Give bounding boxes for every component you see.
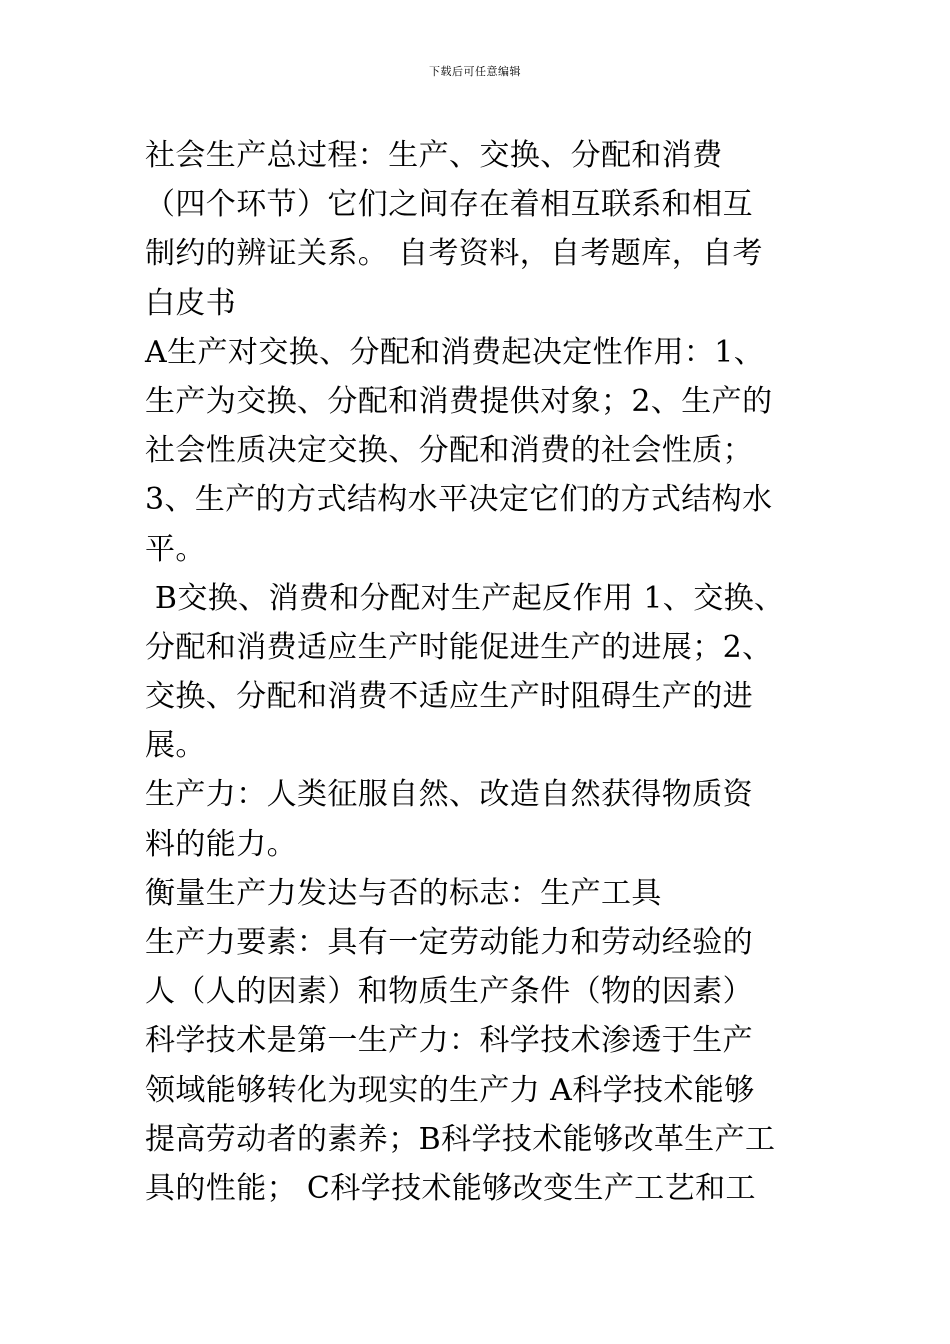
text-line: A生产对交换、分配和消费起决定性作用：1、 bbox=[145, 334, 765, 370]
text-line: B交换、消费和分配对生产起反作用 1、交换、 bbox=[145, 580, 785, 616]
text-line: 衡量生产力发达与否的标志：生产工具 bbox=[145, 875, 662, 911]
text-line: 交换、分配和消费不适应生产时阻碍生产的进 bbox=[145, 679, 753, 715]
text-line: 领域能够转化为现实的生产力 A科学技术能够 bbox=[145, 1072, 755, 1108]
text-line: 生产为交换、分配和消费提供对象；2、生产的 bbox=[145, 383, 773, 419]
text-line: 人（人的因素）和物质生产条件（物的因素） bbox=[145, 974, 753, 1010]
text-line: （四个环节）它们之间存在着相互联系和相互 bbox=[145, 187, 753, 223]
text-line: 分配和消费适应生产时能促进生产的进展；2、 bbox=[145, 629, 773, 665]
text-line: 生产力要素：具有一定劳动能力和劳动经验的 bbox=[145, 925, 753, 960]
text-line: 3、生产的方式结构水平决定它们的方式结构水 bbox=[145, 482, 773, 518]
text-line: 制约的辨证关系。 自考资料，自考题库，自考 bbox=[145, 236, 763, 272]
page-header: 下载后可任意编辑 bbox=[429, 65, 521, 78]
text-line: 科学技术是第一生产力：科学技术渗透于生产 bbox=[145, 1023, 753, 1059]
text-line: 提高劳动者的素养；B科学技术能够改革生产工 bbox=[145, 1121, 776, 1157]
text-line: 白皮书 bbox=[145, 285, 237, 321]
text-line: 社会性质决定交换、分配和消费的社会性质； bbox=[145, 433, 753, 469]
text-line: 平。 bbox=[145, 531, 206, 567]
text-line: 社会生产总过程：生产、交换、分配和消费 bbox=[145, 138, 723, 173]
document-body bbox=[145, 131, 845, 1213]
text-line: 生产力：人类征服自然、改造自然获得物质资 bbox=[145, 777, 753, 813]
text-line: 具的性能； C科学技术能够改变生产工艺和工 bbox=[145, 1170, 756, 1206]
text-line: 料的能力。 bbox=[145, 826, 297, 862]
text-line: 展。 bbox=[145, 728, 206, 764]
